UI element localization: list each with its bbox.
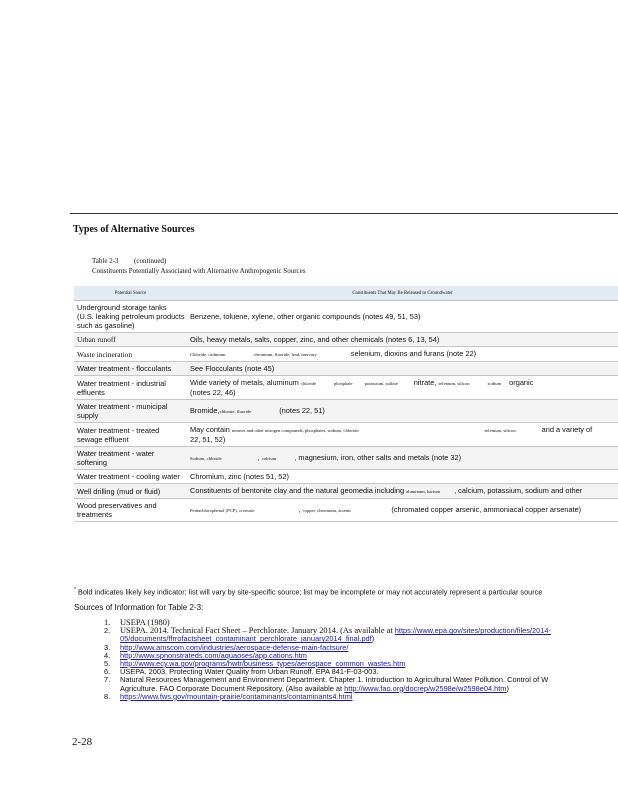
row-source: Well drilling (mud or fluid) — [74, 484, 187, 499]
source-link[interactable]: https://www.fws.gov/mountain-prairie/contaminants/contaminants4.html — [120, 692, 353, 701]
header-rule — [70, 213, 618, 214]
row-constituents: May contain nitrates and other nitrogen compounds, phosphates, sodium, chloride selenium, silicon and a variety of 22, 51, 52) — [187, 423, 618, 447]
row-source: Water treatment - municipal supply — [74, 400, 187, 423]
table-row — [74, 484, 618, 499]
table-row — [74, 301, 618, 333]
row-constituents: Pentachlorophenol (PCP), creosote , copper, chromium, arsenic (chromated copper arsenic, ammoniacal copper arsenate) — [187, 499, 618, 522]
table-number: Table 2-3 — [92, 257, 119, 265]
source-link[interactable]: http://www.ecy.wa.gov/programs/hwtr/business_types/aerospace_common_wastes.htm — [120, 660, 406, 669]
section-title: Types of Alternative Sources — [73, 224, 195, 235]
row-constituents: See Flocculants (note 45) — [187, 362, 618, 376]
table-row — [74, 447, 618, 470]
sources-heading: Sources of Information for Table 2-3: — [74, 603, 204, 612]
table-row — [74, 400, 618, 423]
list-item: 1. USEPA (1980) — [104, 619, 170, 627]
source-link[interactable]: https://www.epa.gov/sites/production/files/2014- — [394, 627, 551, 636]
row-constituents: Constituents of bentonite clay and the natural geomedia including aluminum, barium , calcium, potassium, sodium and other — [187, 484, 618, 499]
source-link[interactable]: http://www.spnonstrateds.com/aquaoses/app.cations.htm — [120, 651, 307, 660]
table-row — [74, 362, 618, 376]
list-item: 3. http://www.amscom.com/industries/aerospace-defense-main-factsure/ — [104, 643, 349, 652]
table-row — [74, 333, 618, 347]
row-constituents: Sodium, chloride , calcium , magnesium, iron, other salts and metals (note 32) — [187, 447, 618, 470]
source-link[interactable]: http://www.fao.org/docrep/w2598e/w2598e04.htm — [344, 683, 507, 693]
row-source: Water treatment - industrial effluents — [74, 376, 187, 400]
row-constituents: Chloride, cadmium chromium, fluoride, lead, mercury selenium, dioxins and furans (note 22) — [187, 347, 618, 362]
table-number-line — [92, 256, 305, 266]
row-source: Underground storage tanks (U.S. leaking petroleum products such as gasoline) — [74, 301, 187, 333]
table-continued: (continued) — [134, 257, 167, 265]
table-row — [74, 423, 618, 447]
row-constituents: Oils, heavy metals, salts, copper, zinc, and other chemicals (notes 6, 13, 54) — [187, 333, 618, 347]
row-source: Urban runoff — [74, 333, 187, 347]
list-item: 5. http://www.ecy.wa.gov/programs/hwtr/business_types/aerospace_common_wastes.htm — [104, 660, 406, 669]
source-link[interactable]: http://www.amscom.com/industries/aerospace-defense-main-factsure/ — [120, 643, 349, 652]
list-item: 8. https://www.fws.gov/mountain-prairie/contaminants/contaminants4.html — [104, 692, 353, 701]
row-source: Water treatment - treated sewage effluent — [74, 423, 187, 447]
table-footnote: * Bold indicates likely key indicator; list will vary by site-specific source; list may be incomplete or may not accurately represent a particular source — [74, 587, 543, 597]
table-caption — [92, 256, 305, 276]
source-link[interactable]: 05/documents/ffrrofactsheet_contaminant_perchlorate_january2014_final.pdf — [120, 634, 372, 644]
header-potential-source: Potential Source — [74, 286, 187, 301]
row-constituents: Wide variety of metals, aluminum chloride phosphate potassium, sulfate nitrate, selenium, silicon sodium organic (notes 22, 46) — [187, 376, 618, 400]
list-item: 6. USEPA. 2003. Protecting Water Quality from Urban Runoff. EPA 841-F-03-003. — [104, 668, 379, 677]
list-item: 7. Natural Resources Management and Environment Department. Chapter 1. Introduction to Agricultural Water Pollution. Control of W Agriculture. FAO Corporate Document Repository. (Also available at http://www.fao.org/docrep/w2598e/w2598e04.htm) — [104, 676, 549, 693]
row-source: Water treatment - water softening — [74, 447, 187, 470]
constituents-table — [74, 286, 618, 522]
row-constituents: Chromium, zinc (notes 51, 52) — [187, 470, 618, 484]
row-source: Water treatment - flocculants — [74, 362, 187, 376]
row-constituents: Benzene, toluene, xylene, other organic compounds (notes 49, 51, 53) — [187, 301, 618, 333]
sources-list — [104, 619, 618, 701]
table-row — [74, 347, 618, 362]
header-constituents: Constituents That May Be Released to Groundwater — [187, 286, 618, 301]
table-row — [74, 376, 618, 400]
list-item: 2. USEPA. 2014. Technical Fact Sheet – Perchlorate. January 2014. (As available at https://www.epa.gov/sites/production/files/2014- 05/documents/ffrrofactsheet_contaminant_perchlorate_january2014_final.pdf) — [104, 627, 551, 644]
table-row — [74, 499, 618, 522]
list-item: 4. http://www.spnonstrateds.com/aquaoses/app.cations.htm — [104, 651, 307, 660]
table-row — [74, 470, 618, 484]
row-source: Water treatment - cooling water — [74, 470, 187, 484]
table-header-row — [74, 286, 618, 301]
table-title: Constituents Potentially Associated with Alternative Anthropogenic Sources — [92, 267, 306, 275]
page-number: 2-28 — [72, 736, 93, 748]
row-source: Wood preservatives and treatments — [74, 499, 187, 522]
row-source: Waste incineration — [74, 347, 187, 362]
row-constituents: Bromide,chlorate, fluoride (notes 22, 51) — [187, 400, 618, 423]
